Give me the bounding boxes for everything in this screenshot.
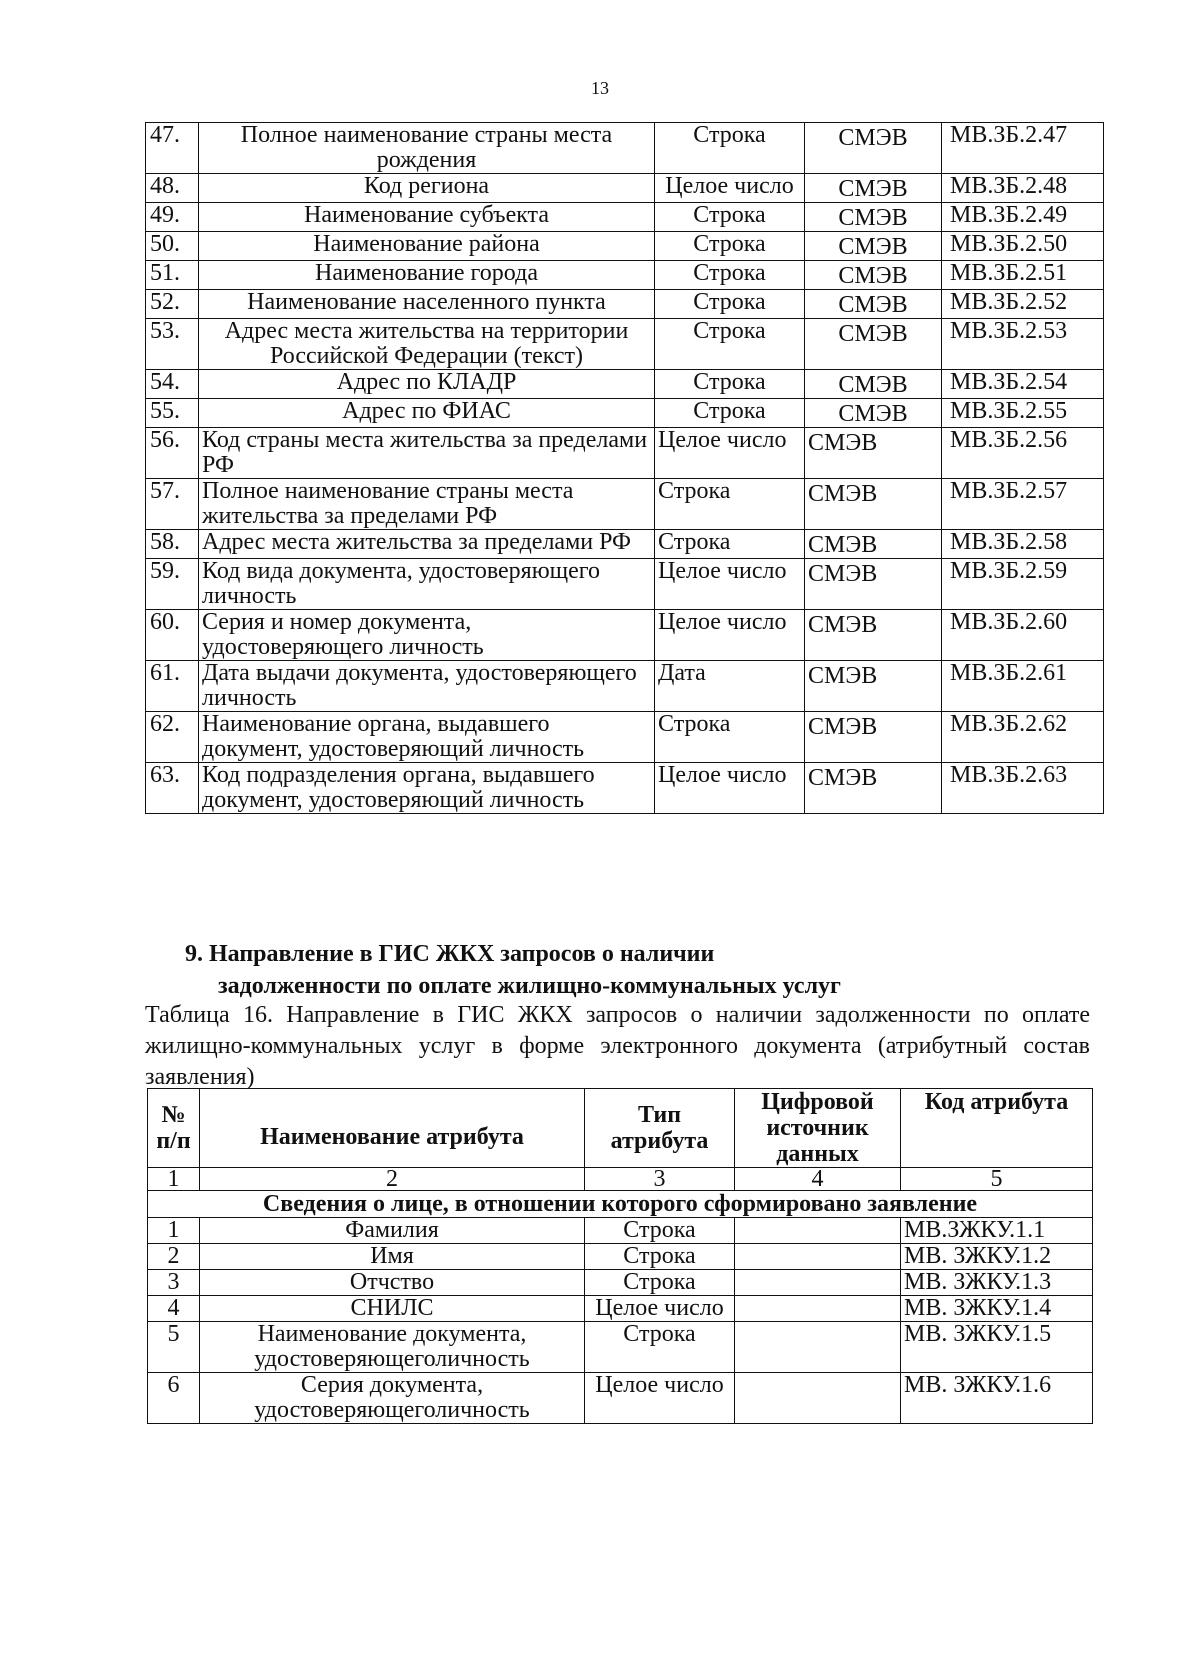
attribute-code: МВ. ЗЖКУ.1.2 xyxy=(901,1244,1093,1270)
attribute-type: Строка xyxy=(655,370,805,399)
column-index: 5 xyxy=(901,1168,1093,1191)
attribute-name: Фамилия xyxy=(200,1218,585,1244)
attribute-name: Наименование города xyxy=(199,261,655,290)
data-source xyxy=(735,1270,901,1296)
section-heading-line-2: задолженности по оплате жилищно-коммунальных услуг xyxy=(218,973,841,999)
row-number: 49. xyxy=(146,203,199,232)
header-num: № п/п xyxy=(148,1089,200,1168)
header-code: Код атрибута xyxy=(901,1089,1093,1168)
attribute-code: МВ.ЗБ.2.61 xyxy=(942,661,1104,712)
attribute-code: МВ.ЗБ.2.47 xyxy=(942,123,1104,174)
row-number: 53. xyxy=(146,319,199,370)
attribute-code: МВ.ЗБ.2.48 xyxy=(942,174,1104,203)
group-title: Сведения о лице, в отношении которого сформировано заявление xyxy=(148,1191,1093,1218)
attribute-type: Строка xyxy=(655,399,805,428)
section-heading-line-1: 9. Направление в ГИС ЖКХ запросов о наличии xyxy=(185,941,715,967)
table-row xyxy=(148,1373,1093,1424)
attribute-type: Целое число xyxy=(655,610,805,661)
attribute-name: Наименование субъекта xyxy=(199,203,655,232)
attribute-name: СНИЛС xyxy=(200,1296,585,1322)
table-row xyxy=(148,1218,1093,1244)
attribute-name: Полное наименование страны места рождения xyxy=(199,123,655,174)
row-number: 59. xyxy=(146,559,199,610)
attribute-type: Строка xyxy=(655,261,805,290)
table-row xyxy=(146,370,1104,399)
table-caption: Таблица 16. Направление в ГИС ЖКХ запросов о наличии задолженности по оплате жилищно-коммунальных услуг в форме электронного документа (атрибутный состав заявления) xyxy=(145,1002,1090,1090)
attribute-name: Наименование района xyxy=(199,232,655,261)
attribute-code: МВ.ЗБ.2.52 xyxy=(942,290,1104,319)
table-row xyxy=(146,530,1104,559)
attribute-code: МВ.ЗБ.2.57 xyxy=(942,479,1104,530)
group-row xyxy=(148,1191,1093,1218)
table-row xyxy=(146,399,1104,428)
data-source xyxy=(735,1322,901,1373)
attribute-code: МВ. ЗЖКУ.1.6 xyxy=(901,1373,1093,1424)
request-attributes-table xyxy=(147,1088,1093,1424)
attribute-name: Код вида документа, удостоверяющего личность xyxy=(199,559,655,610)
data-source: СМЭВ xyxy=(805,559,942,610)
attribute-name: Серия и номер документа, удостоверяющего личность xyxy=(199,610,655,661)
attribute-type: Строка xyxy=(585,1270,735,1296)
row-number: 50. xyxy=(146,232,199,261)
page-number: 13 xyxy=(591,78,609,98)
row-number: 1 xyxy=(148,1218,200,1244)
attribute-type: Строка xyxy=(655,479,805,530)
attribute-name: Имя xyxy=(200,1244,585,1270)
row-number: 58. xyxy=(146,530,199,559)
attribute-name: Наименование документа, удостоверяющеголичность xyxy=(200,1322,585,1373)
attribute-code: МВ.ЗБ.2.49 xyxy=(942,203,1104,232)
row-number: 55. xyxy=(146,399,199,428)
attribute-code: МВ.ЗБ.2.56 xyxy=(942,428,1104,479)
table-row xyxy=(146,559,1104,610)
data-source: СМЭВ xyxy=(805,610,942,661)
data-source: СМЭВ xyxy=(805,370,942,399)
header-row xyxy=(148,1089,1093,1168)
data-source: СМЭВ xyxy=(805,479,942,530)
attribute-code: МВ. ЗЖКУ.1.5 xyxy=(901,1322,1093,1373)
row-number: 51. xyxy=(146,261,199,290)
attribute-code: МВ.ЗБ.2.60 xyxy=(942,610,1104,661)
header-name: Наименование атрибута xyxy=(200,1089,585,1168)
table-row xyxy=(146,661,1104,712)
attribute-name: Код подразделения органа, выдавшего документ, удостоверяющий личность xyxy=(199,763,655,814)
data-source: СМЭВ xyxy=(805,712,942,763)
attribute-type: Целое число xyxy=(655,763,805,814)
attribute-code: МВ.ЗБ.2.59 xyxy=(942,559,1104,610)
data-source xyxy=(735,1218,901,1244)
data-source: СМЭВ xyxy=(805,319,942,370)
row-number: 47. xyxy=(146,123,199,174)
data-source xyxy=(735,1296,901,1322)
table-row xyxy=(146,479,1104,530)
column-index-row xyxy=(148,1168,1093,1191)
attributes-table-body xyxy=(146,123,1104,814)
attribute-code: МВ.ЗЖКУ.1.1 xyxy=(901,1218,1093,1244)
data-source: СМЭВ xyxy=(805,399,942,428)
attribute-name: Отчство xyxy=(200,1270,585,1296)
attribute-name: Дата выдачи документа, удостоверяющего личность xyxy=(199,661,655,712)
attribute-code: МВ.ЗБ.2.50 xyxy=(942,232,1104,261)
row-number: 56. xyxy=(146,428,199,479)
attribute-name: Адрес по КЛАДР xyxy=(199,370,655,399)
data-source: СМЭВ xyxy=(805,203,942,232)
table-row xyxy=(148,1322,1093,1373)
attribute-name: Адрес места жительства за пределами РФ xyxy=(199,530,655,559)
attribute-name: Адрес места жительства на территории Российской Федерации (текст) xyxy=(199,319,655,370)
row-number: 62. xyxy=(146,712,199,763)
row-number: 6 xyxy=(148,1373,200,1424)
row-number: 63. xyxy=(146,763,199,814)
table-row xyxy=(148,1296,1093,1322)
header-type: Тип атрибута xyxy=(585,1089,735,1168)
table-row xyxy=(146,428,1104,479)
attribute-name: Наименование органа, выдавшего документ, удостоверяющий личность xyxy=(199,712,655,763)
attributes-table-continued xyxy=(145,122,1104,814)
table-row xyxy=(146,232,1104,261)
attribute-name: Код региона xyxy=(199,174,655,203)
attribute-type: Целое число xyxy=(585,1373,735,1424)
table-row xyxy=(146,319,1104,370)
row-number: 60. xyxy=(146,610,199,661)
table-row xyxy=(148,1270,1093,1296)
data-source: СМЭВ xyxy=(805,261,942,290)
attribute-type: Строка xyxy=(655,319,805,370)
attribute-code: МВ.ЗБ.2.53 xyxy=(942,319,1104,370)
attribute-name: Адрес по ФИАС xyxy=(199,399,655,428)
table-row xyxy=(146,261,1104,290)
section-heading xyxy=(185,938,1085,1002)
attribute-code: МВ.ЗБ.2.54 xyxy=(942,370,1104,399)
data-source: СМЭВ xyxy=(805,530,942,559)
attribute-code: МВ.ЗБ.2.55 xyxy=(942,399,1104,428)
table-row xyxy=(146,174,1104,203)
data-source: СМЭВ xyxy=(805,174,942,203)
table-row xyxy=(146,763,1104,814)
table-row xyxy=(146,203,1104,232)
row-number: 3 xyxy=(148,1270,200,1296)
column-index: 4 xyxy=(735,1168,901,1191)
attribute-type: Строка xyxy=(655,712,805,763)
attribute-type: Целое число xyxy=(655,559,805,610)
attribute-type: Целое число xyxy=(585,1296,735,1322)
attribute-code: МВ.ЗБ.2.63 xyxy=(942,763,1104,814)
attribute-name: Серия документа, удостоверяющеголичность xyxy=(200,1373,585,1424)
attribute-type: Целое число xyxy=(655,174,805,203)
column-index: 3 xyxy=(585,1168,735,1191)
table-row xyxy=(146,290,1104,319)
data-source: СМЭВ xyxy=(805,123,942,174)
attribute-type: Строка xyxy=(585,1244,735,1270)
data-source: СМЭВ xyxy=(805,763,942,814)
row-number: 4 xyxy=(148,1296,200,1322)
attribute-type: Строка xyxy=(585,1218,735,1244)
attribute-type: Дата xyxy=(655,661,805,712)
attribute-code: МВ. ЗЖКУ.1.4 xyxy=(901,1296,1093,1322)
row-number: 48. xyxy=(146,174,199,203)
row-number: 57. xyxy=(146,479,199,530)
request-attributes-table-body xyxy=(148,1168,1093,1424)
attribute-name: Полное наименование страны места жительства за пределами РФ xyxy=(199,479,655,530)
attribute-code: МВ. ЗЖКУ.1.3 xyxy=(901,1270,1093,1296)
data-source: СМЭВ xyxy=(805,661,942,712)
column-index: 1 xyxy=(148,1168,200,1191)
row-number: 5 xyxy=(148,1322,200,1373)
attribute-type: Строка xyxy=(655,203,805,232)
table-row xyxy=(148,1244,1093,1270)
data-source xyxy=(735,1373,901,1424)
attribute-name: Код страны места жительства за пределами РФ xyxy=(199,428,655,479)
attribute-code: МВ.ЗБ.2.62 xyxy=(942,712,1104,763)
attribute-code: МВ.ЗБ.2.51 xyxy=(942,261,1104,290)
row-number: 52. xyxy=(146,290,199,319)
data-source: СМЭВ xyxy=(805,428,942,479)
attribute-type: Целое число xyxy=(655,428,805,479)
table-row xyxy=(146,610,1104,661)
row-number: 2 xyxy=(148,1244,200,1270)
row-number: 54. xyxy=(146,370,199,399)
attribute-type: Строка xyxy=(655,232,805,261)
header-source: Цифровой источник данных xyxy=(735,1089,901,1168)
attribute-type: Строка xyxy=(655,123,805,174)
row-number: 61. xyxy=(146,661,199,712)
table-row xyxy=(146,712,1104,763)
attribute-code: МВ.ЗБ.2.58 xyxy=(942,530,1104,559)
attribute-type: Строка xyxy=(655,530,805,559)
data-source: СМЭВ xyxy=(805,290,942,319)
attribute-type: Строка xyxy=(655,290,805,319)
column-index: 2 xyxy=(200,1168,585,1191)
table-row xyxy=(146,123,1104,174)
attribute-type: Строка xyxy=(585,1322,735,1373)
data-source: СМЭВ xyxy=(805,232,942,261)
attribute-name: Наименование населенного пункта xyxy=(199,290,655,319)
data-source xyxy=(735,1244,901,1270)
